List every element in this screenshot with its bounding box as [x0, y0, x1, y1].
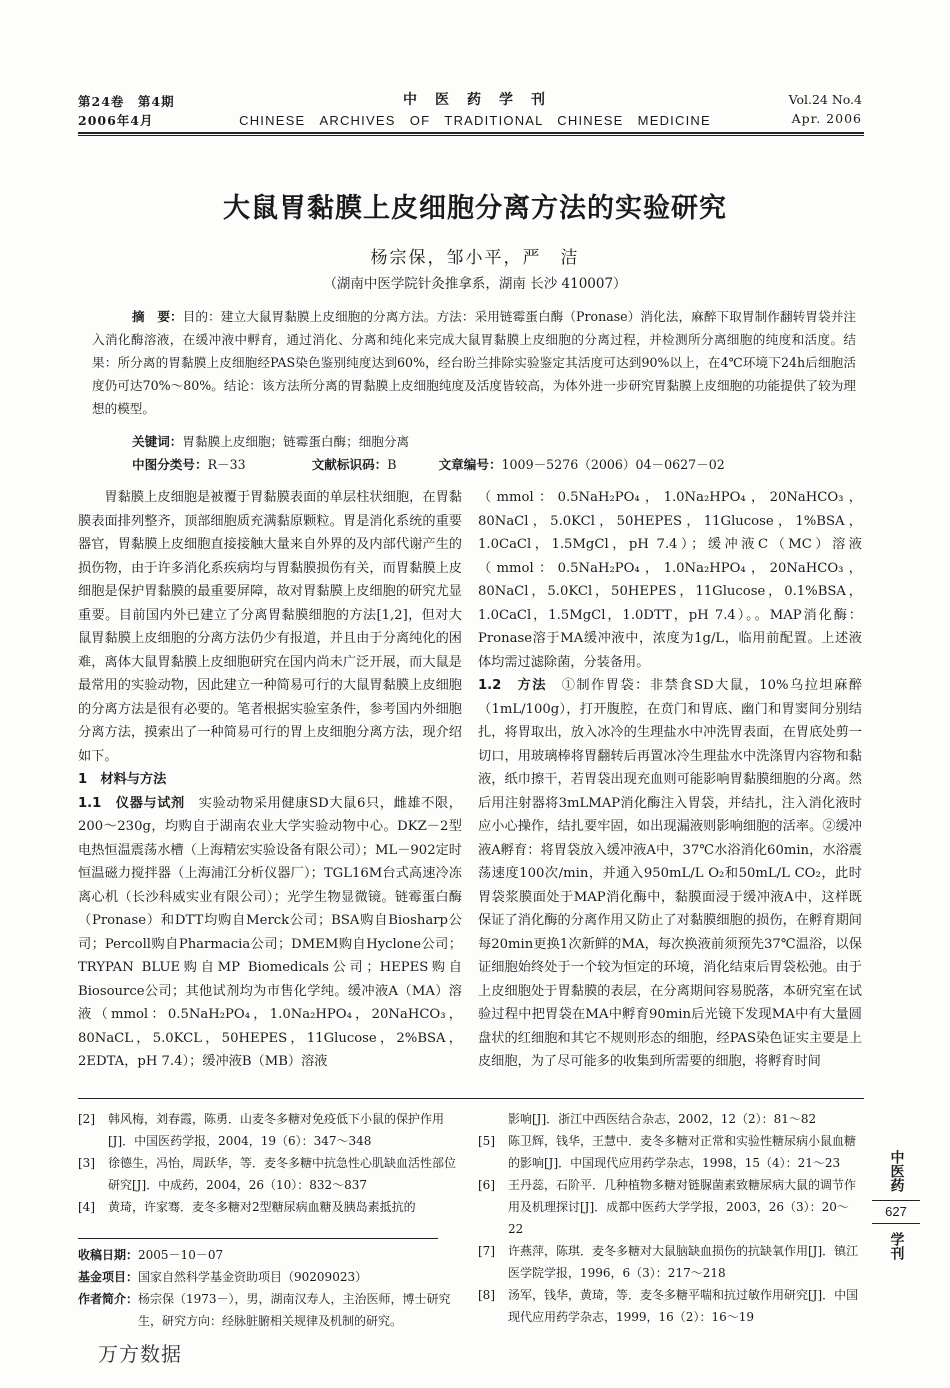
subsection-heading-1-1: 1.1 仪器与试剂	[78, 795, 185, 811]
abstract-label: 摘 要：	[132, 309, 183, 324]
side-tab	[872, 1150, 920, 1260]
watermark: 万方数据	[98, 1342, 182, 1366]
fund-label: 基金项目：	[78, 1270, 139, 1284]
header-rule-top	[78, 132, 864, 134]
received-date: 2005－10－07	[138, 1248, 224, 1262]
footnote-block	[78, 1244, 462, 1332]
references-rule	[78, 1098, 864, 1099]
abstract	[92, 305, 856, 420]
reference-item: [6] 王丹蕊，石阶平．几种植物多糖对链脲菌素致糖尿病大鼠的调节作用及机理探讨[J]．成都中医药大学学报，2003，26（3）：20～22	[478, 1178, 857, 1236]
article-no-label: 文章编号：	[438, 457, 502, 472]
reference-item: [7] 许燕萍，陈琪．麦冬多糖对大鼠脑缺血损伤的抗缺氧作用[J]．镇江医学院学报，1996，6（3）：217～218	[478, 1244, 859, 1280]
subsection-1-1-text: 实验动物采用健康SD大鼠6只，雌雄不限，200～230g，均购自于湖南农业大学实验动物中心。DKZ－2型电热恒温震荡水槽（上海精宏实验设备有限公司）；ML－902定时恒温磁力搅拌器（上海浦江分析仪器厂）；TGL16M台式高速冷冻离心机（长沙科威实业有限公司）；光学生物显微镜。链霉蛋白酶（Pronase）和DTT均购自Merck公司；BSA购自Biosharp公司；Percoll购自Pharmacia公司；DMEM购自Hyclone公司；TRYPAN BLUE购自MP Biomedicals公司；HEPES购自Biosource公司；其他试剂均为市售化学纯。缓冲液A（MA）溶液（mmol：0.5NaH₂PO₄，1.0Na₂HPO₄，20NaHCO₃，80NaCL，5.0KCL，50HEPES，11Glucose，2%BSA，2EDTA，pH 7.4）；缓冲液B（MB）溶液	[78, 795, 462, 1069]
author-bio-label: 作者简介：	[78, 1292, 139, 1306]
keywords	[132, 431, 856, 450]
article-no-value: 1009－5276（2006）04－0627－02	[501, 457, 725, 472]
doc-code-label: 文献标识码：	[311, 457, 388, 472]
body-right-column	[478, 486, 862, 1074]
reference-item: [5] 陈卫辉，钱华，王慧中．麦冬多糖对正常和实验性糖尿病小鼠血糖的影响[J]．中国现代应用药学杂志，1998，15（4）：21～23	[478, 1134, 857, 1170]
footnote-rule	[78, 1238, 438, 1239]
header-date-en: Apr. 2006	[791, 111, 862, 126]
article-authors: 杨宗保，邹小平，严 洁	[370, 248, 580, 268]
keywords-label: 关键词：	[132, 434, 183, 449]
article-title: 大鼠胃黏膜上皮细胞分离方法的实验研究	[223, 193, 727, 224]
intro-paragraph: 胃黏膜上皮细胞是被覆于胃黏膜表面的单层柱状细胞，在胃黏膜表面排列整齐，顶部细胞质充满黏原颗粒。胃是消化系统的重要器官，胃黏膜上皮细胞直接接触大量来自外界的及内部代谢产生的损伤物，由于许多消化系疾病均与胃黏膜损伤有关，而胃黏膜上皮细胞是保护胃黏膜的最重要屏障，故对胃黏膜上皮细胞的研究尤显重要。目前国内外已建立了分离胃黏膜细胞的方法[1,2]，但对大鼠胃黏膜上皮细胞的分离方法仍少有报道，并且由于分离纯化的困难，离体大鼠胃黏膜上皮细胞研究在国内尚未广泛开展，而大鼠是最常用的实验动物，因此建立一种简易可行的大鼠胃黏膜上皮细胞的分离方法是很有必要的。笔者根据实验室条件，参考国内外细胞分离方法，摸索出了一种简易可行的胃上皮细胞分离方法，现介绍如下。	[78, 490, 462, 764]
article-affiliation: （湖南中医学院针灸推拿系，湖南 长沙 410007）	[323, 276, 627, 292]
header-date-cn: 2006年4月	[78, 113, 154, 128]
header-journal-en: CHINESE ARCHIVES OF TRADITIONAL CHINESE MEDICINE	[239, 113, 711, 128]
side-tab-top: 中医药	[888, 1150, 905, 1192]
page-number: 627	[872, 1200, 920, 1224]
reference-item: [3] 徐德生，冯怡，周跃华，等．麦冬多糖中抗急性心肌缺血活性部位研究[J]．中成药，2004，26（10）：832～837	[78, 1156, 457, 1192]
header-journal-cn: 中 医 药 学 刊	[403, 92, 547, 108]
reference-item: [4] 黄琦，许家骞．麦冬多糖对2型糖尿病血糖及胰岛素抵抗的	[78, 1200, 416, 1214]
subsection-1-2-text: ①制作胃袋：非禁食SD大鼠，10%乌拉坦麻醉（1mL/100g），打开腹腔，在贲门和胃底、幽门和胃窦间分别结扎，将胃取出，放入冰冷的生理盐水中冲洗胃表面，在胃底处剪一切口，用玻璃棒将胃翻转后再置冰冷生理盐水中洗涤胃内容物和黏液，纸巾擦干，若胃袋出现充血则可能影响胃黏膜细胞的分离。然后用注射器将3mLMAP消化酶注入胃袋，并结扎，注入消化液时应小心操作，结扎要牢固，如出现漏液则影响细胞的活率。②缓冲液A孵育：将胃袋放入缓冲液A中，37℃水浴消化60min，水浴震荡速度100次/min，并通入950mL/L O₂和50mL/L CO₂，此时胃袋浆膜面处于MAP消化酶中，黏膜面浸于缓冲液A中，这样既保证了消化酶的分离作用又防止了对黏膜细胞的损伤，在孵育期间每20min更换1次新鲜的MA，每次换液前须预先37℃温浴，以保证细胞始终处于一个较为恒定的环境，消化结束后胃袋松弛。由于上皮细胞处于胃黏膜的表层，在分离期间容易脱落，本研究室在试验过程中把胃袋在MA中孵育90min后光镜下发现MA中有大量圆盘状的红细胞和其它不规则形态的细胞，经PAS染色证实主要是上皮细胞，为了尽可能多的收集到所需要的细胞，将孵育时间	[478, 678, 863, 1069]
fund-text: 国家自然科学基金资助项目（90209023）	[138, 1270, 368, 1284]
abstract-text: 目的：建立大鼠胃黏膜上皮细胞的分离方法。方法：采用链霉蛋白酶（Pronase）消化法，麻醉下取胃制作翻转胃袋并注入消化酶溶液，在缓冲液中孵育，通过消化、分离和纯化来完成大鼠胃黏膜上皮细胞的分离过程，并检测所分离细胞的纯度和活度。结果：所分离的胃黏膜上皮细胞经PAS染色鉴别纯度达到60%，经台盼兰排除实验鉴定其活度可达到90%以上，在4℃环境下24h后细胞活度仍可达70%～80%。结论：该方法所分离的胃黏膜上皮细胞纯度及活度皆较高，为体外进一步研究胃黏膜上皮细胞的功能提供了较为理想的模型。	[92, 309, 856, 416]
subsection-heading-1-2: 1.2 方法	[478, 678, 547, 693]
header-vol-en: Vol.24 No.4	[788, 92, 862, 107]
reference-item: [8] 汤军，钱华，黄琦，等．麦冬多糖平喘和抗过敏作用研究[J]．中国现代应用药学杂志，1999，16（2）：16～19	[478, 1288, 859, 1324]
classification-line	[132, 454, 856, 473]
reference-item: 影响[J]．浙江中西医结合杂志，2002，12（2）：81～82	[508, 1112, 817, 1126]
header-rule-bottom	[78, 135, 864, 136]
section-heading-1: 1 材料与方法	[78, 772, 167, 787]
references-left	[78, 1108, 462, 1218]
reference-item: [2] 韩风梅，刘春霞，陈勇．山麦冬多糖对免疫低下小鼠的保护作用[J]．中国医药学报，2004，19（6）：347～348	[78, 1112, 445, 1148]
received-label: 收稿日期：	[78, 1248, 139, 1262]
references-right	[478, 1108, 862, 1328]
doc-code-value: B	[387, 457, 397, 472]
body-left-column	[78, 486, 462, 1074]
header-volume-issue: 第24卷 第4期	[78, 94, 175, 109]
clc-value: R－33	[207, 457, 246, 472]
author-bio-text: 杨宗保（1973－），男，湖南汉寿人，主治医师，博士研究生，研究方向：经脉脏腑相关规律及机制的研究。	[138, 1292, 451, 1328]
keywords-text: 胃黏膜上皮细胞；链霉蛋白酶；细胞分离	[182, 434, 410, 449]
clc-label: 中图分类号：	[132, 457, 208, 472]
side-tab-bottom: 学刊	[888, 1232, 905, 1260]
buffer-continuation: （mmol：0.5NaH₂PO₄，1.0Na₂HPO₄，20NaHCO₃，80NaCl，5.0KCl，50HEPES，11Glucose，1%BSA，1.0CaCl，1.5MgCl，pH 7.4）；缓冲液C（MC）溶液（mmol：0.5NaH₂PO₄，1.0Na₂HPO₄，20NaHCO₃，80NaCl，5.0KCl，50HEPES，11Glucose，0.1%BSA，1.0CaCl，1.5MgCl，1.0DTT，pH 7.4）。。MAP消化酶：Pronase溶于MA缓冲液中，浓度为1g/L，临用前配置。上述液体均需过滤除菌，分装备用。	[478, 490, 862, 670]
